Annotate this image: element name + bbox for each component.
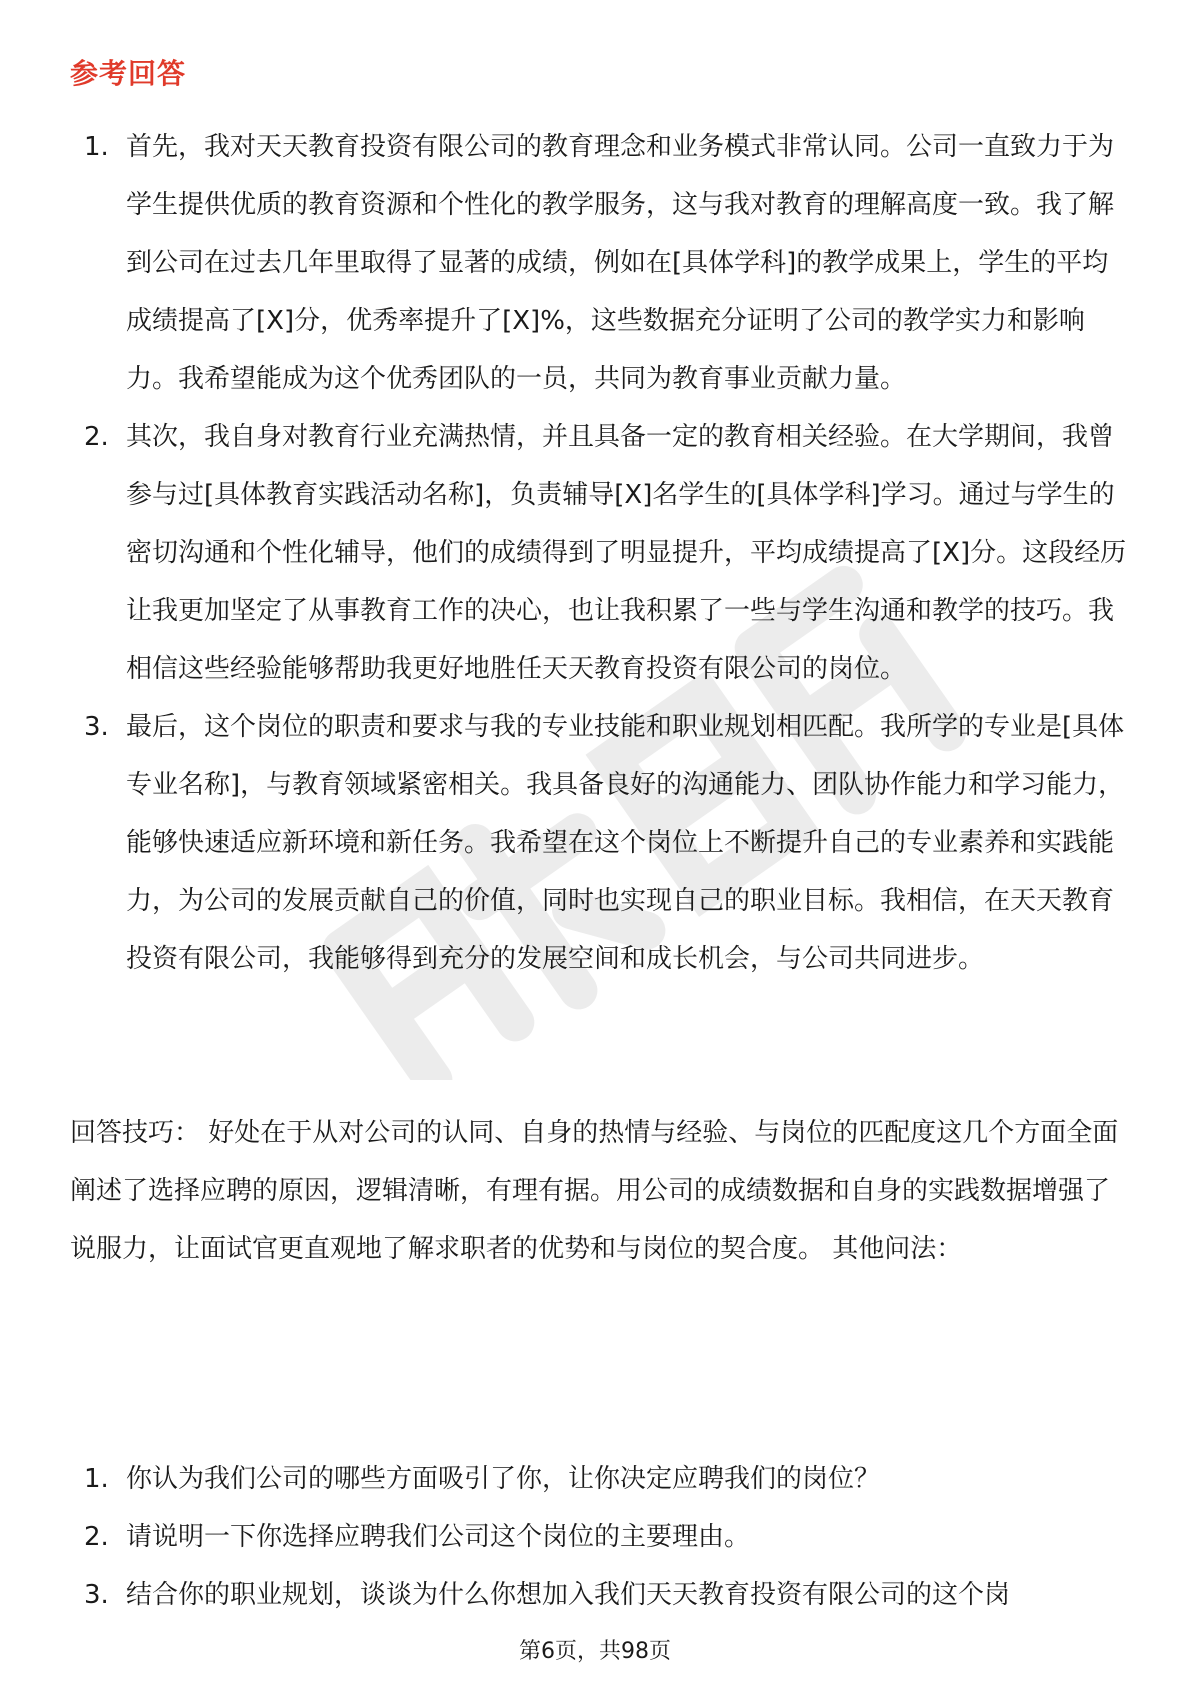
list-item <box>70 118 1130 408</box>
list-item-text: 其次，我自身对教育行业充满热情，并且具备一定的教育相关经验。在大学期间，我曾参与过[具体教育实践活动名称]，负责辅导[X]名学生的[具体学科]学习。通过与学生的密切沟通和个性化辅导，他们的成绩得到了明显提升，平均成绩提高了[X]分。这段经历让我更加坚定了从事教育工作的决心，也让我积累了一些与学生沟通和教学的技巧。我相信这些经验能够帮助我更好地胜任天天教育投资有限公司的岗位。 <box>126 422 1127 684</box>
section-title: 参考回答 <box>70 57 187 90</box>
list-item-number: 1. <box>84 132 109 162</box>
list-item-number: 3. <box>84 712 109 742</box>
alternative-questions-list <box>70 1450 1130 1624</box>
list-item <box>70 1566 1130 1624</box>
list-item-text: 请说明一下你选择应聘我们公司这个岗位的主要理由。 <box>126 1522 751 1552</box>
list-item <box>70 698 1130 988</box>
list-item-number: 1. <box>84 1464 109 1494</box>
list-item <box>70 408 1130 698</box>
answer-list <box>70 118 1130 988</box>
list-item <box>70 1508 1130 1566</box>
list-item-number: 2. <box>84 1522 109 1552</box>
answer-tips-paragraph: 回答技巧： 好处在于从对公司的认同、自身的热情与经验、与岗位的匹配度这几个方面全面阐述了选择应聘的原因，逻辑清晰，有理有据。用公司的成绩数据和自身的实践数据增强了说服力，让面试官更直观地了解求职者的优势和与岗位的契合度。 其他问法： <box>70 1118 1119 1264</box>
list-item-text: 你认为我们公司的哪些方面吸引了你，让你决定应聘我们的岗位？ <box>126 1464 881 1494</box>
page-number-footer: 第6页，共98页 <box>519 1639 671 1664</box>
list-item <box>70 1450 1130 1508</box>
list-item-text: 最后，这个岗位的职责和要求与我的专业技能和职业规划相匹配。我所学的专业是[具体专业名称]，与教育领域紧密相关。我具备良好的沟通能力、团队协作能力和学习能力，能够快速适应新环境和新任务。我希望在这个岗位上不断提升自己的专业素养和实践能力，为公司的发展贡献自己的价值，同时也实现自己的职业目标。我相信，在天天教育投资有限公司，我能够得到充分的发展空间和成长机会，与公司共同进步。 <box>126 712 1125 974</box>
list-item-number: 2. <box>84 422 109 452</box>
list-item-number: 3. <box>84 1580 109 1610</box>
list-item-text: 结合你的职业规划，谈谈为什么你想加入我们天天教育投资有限公司的这个岗 <box>126 1580 1011 1610</box>
list-item-text: 首先，我对天天教育投资有限公司的教育理念和业务模式非常认同。公司一直致力于为学生提供优质的教育资源和个性化的教学服务，这与我对教育的理解高度一致。我了解到公司在过去几年里取得了显著的成绩，例如在[具体学科]的教学成果上，学生的平均成绩提高了[X]分，优秀率提升了[X]%，这些数据充分证明了公司的教学实力和影响力。我希望能成为这个优秀团队的一员，共同为教育事业贡献力量。 <box>126 132 1115 394</box>
